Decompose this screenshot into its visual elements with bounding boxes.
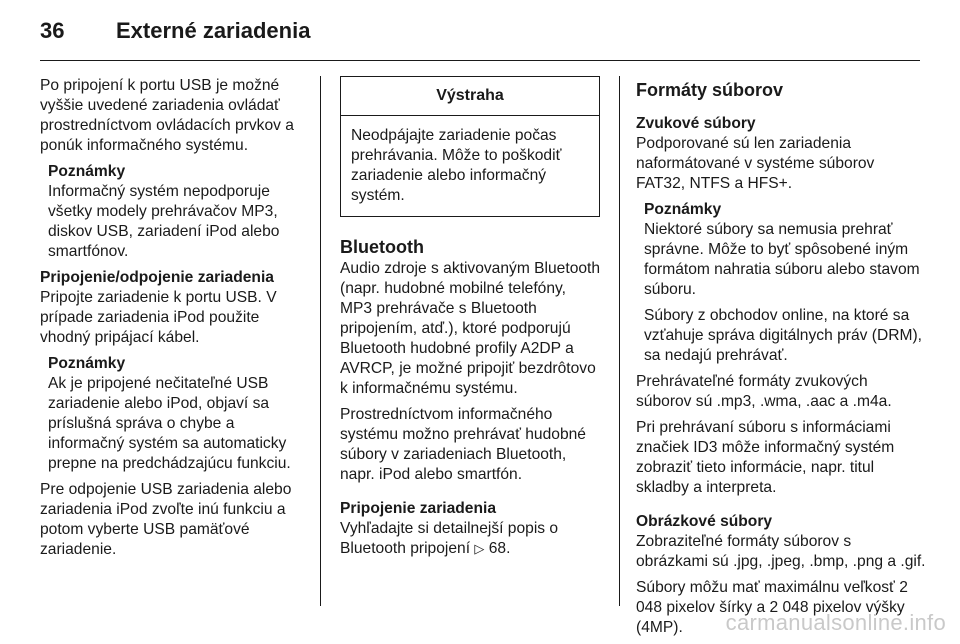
subheading: Pripojenie/odpojenie zariadenia [40, 269, 274, 286]
note-text: Ak je pripojené nečitateľné USB zariadenie alebo iPod, objaví sa príslušná správa o chybe a informačný systém sa automaticky prepne na predchádzajúcu funkciu. [48, 375, 291, 472]
paragraph: Zobraziteľné formáty súborov s obrázkami sú .jpg, .jpeg, .bmp, .png a .gif. [636, 533, 926, 570]
column-divider [619, 76, 620, 606]
paragraph: Prehrávateľné formáty zvukových súborov sú .mp3, .wma, .aac a .m4a. [636, 373, 892, 410]
paragraph: Pre odpojenie USB zariadenia alebo zariadenia iPod zvoľte inú funkciu a potom vyberte USB pamäťové zariadenie. [40, 481, 292, 558]
chapter-title: Externé zariadenia [116, 18, 311, 43]
note-text: Súbory z obchodov online, na ktoré sa vzťahuje správa digitálnych práv (DRM), sa nedajú prehrávať. [644, 307, 922, 364]
page-ref-arrow-icon: ▷ [474, 541, 485, 556]
column-1 [40, 76, 308, 566]
page-number: 36 [40, 18, 65, 43]
note-box [636, 200, 926, 366]
watermark: carmanualsonline.info [725, 610, 946, 635]
paragraph: Súbory môžu mať maximálnu veľkosť 2 048 pixelov šírky a 2 048 pixelov výšky (4MP). [636, 579, 908, 636]
section-heading: Formáty súborov [636, 80, 784, 100]
note-text: Informačný systém nepodporuje všetky modely prehrávačov MP3, diskov USB, zariadení iPod alebo smartfónov. [48, 183, 280, 260]
page-ref[interactable]: 68. [488, 540, 511, 557]
warning-text: Neodpájajte zariadenie počas prehrávania. Môže to poškodiť zariadenie alebo informačný systém. [351, 127, 562, 204]
paragraph: Audio zdroje s aktivovaným Bluetooth (napr. hudobné mobilné telefóny, MP3 prehrávače s Bluetooth pripojením, atď.), ktoré podporujú Bluetooth hudobné profily A2DP a AVRCP, je možné pripojiť bezdrôtovo k informačnému systému. [340, 260, 601, 397]
paragraph: Podporované sú len zariadenia naformátované v systéme súborov FAT32, NTFS a HFS+. [636, 135, 875, 192]
subheading: Obrázkové súbory [636, 513, 773, 530]
paragraph: Prostredníctvom informačného systému možno prehrávať hudobné súbory v zariadeniach Bluetooth, napr. iPod alebo smartfón. [340, 406, 586, 483]
section-heading: Bluetooth [340, 237, 424, 257]
note-title: Poznámky [644, 201, 722, 218]
warning-box [340, 76, 600, 217]
note-box [40, 162, 308, 262]
column-2 [340, 76, 602, 565]
page-header [40, 14, 920, 54]
subheading: Pripojenie zariadenia [340, 500, 496, 517]
paragraph-text: Vyhľadajte si detailnejší popis o Bluetooth pripojení [340, 520, 559, 557]
header-rule [40, 60, 920, 61]
paragraph: Pripojte zariadenie k portu USB. V prípade zariadenia iPod použite vhodný pripájací kábel. [40, 289, 277, 346]
note-text: Niektoré súbory sa nemusia prehrať správne. Môže to byť spôsobené iným formátom nahratia súboru alebo stavom súboru. [644, 221, 920, 298]
note-box [40, 354, 308, 474]
column-3 [636, 76, 926, 644]
note-title: Poznámky [48, 163, 126, 180]
subheading: Zvukové súbory [636, 115, 756, 132]
intro-paragraph: Po pripojení k portu USB je možné vyššie uvedené zariadenia ovládať prostredníctvom ovládacích prvkov a ponúk informačného systému. [40, 77, 294, 154]
paragraph: Pri prehrávaní súboru s informáciami značiek ID3 môže informačný systém zobraziť tieto informácie, napr. titul skladby a interpreta. [636, 419, 895, 496]
column-divider [320, 76, 321, 606]
paragraph [340, 519, 602, 559]
warning-title: Výstraha [341, 77, 599, 116]
note-title: Poznámky [48, 355, 126, 372]
